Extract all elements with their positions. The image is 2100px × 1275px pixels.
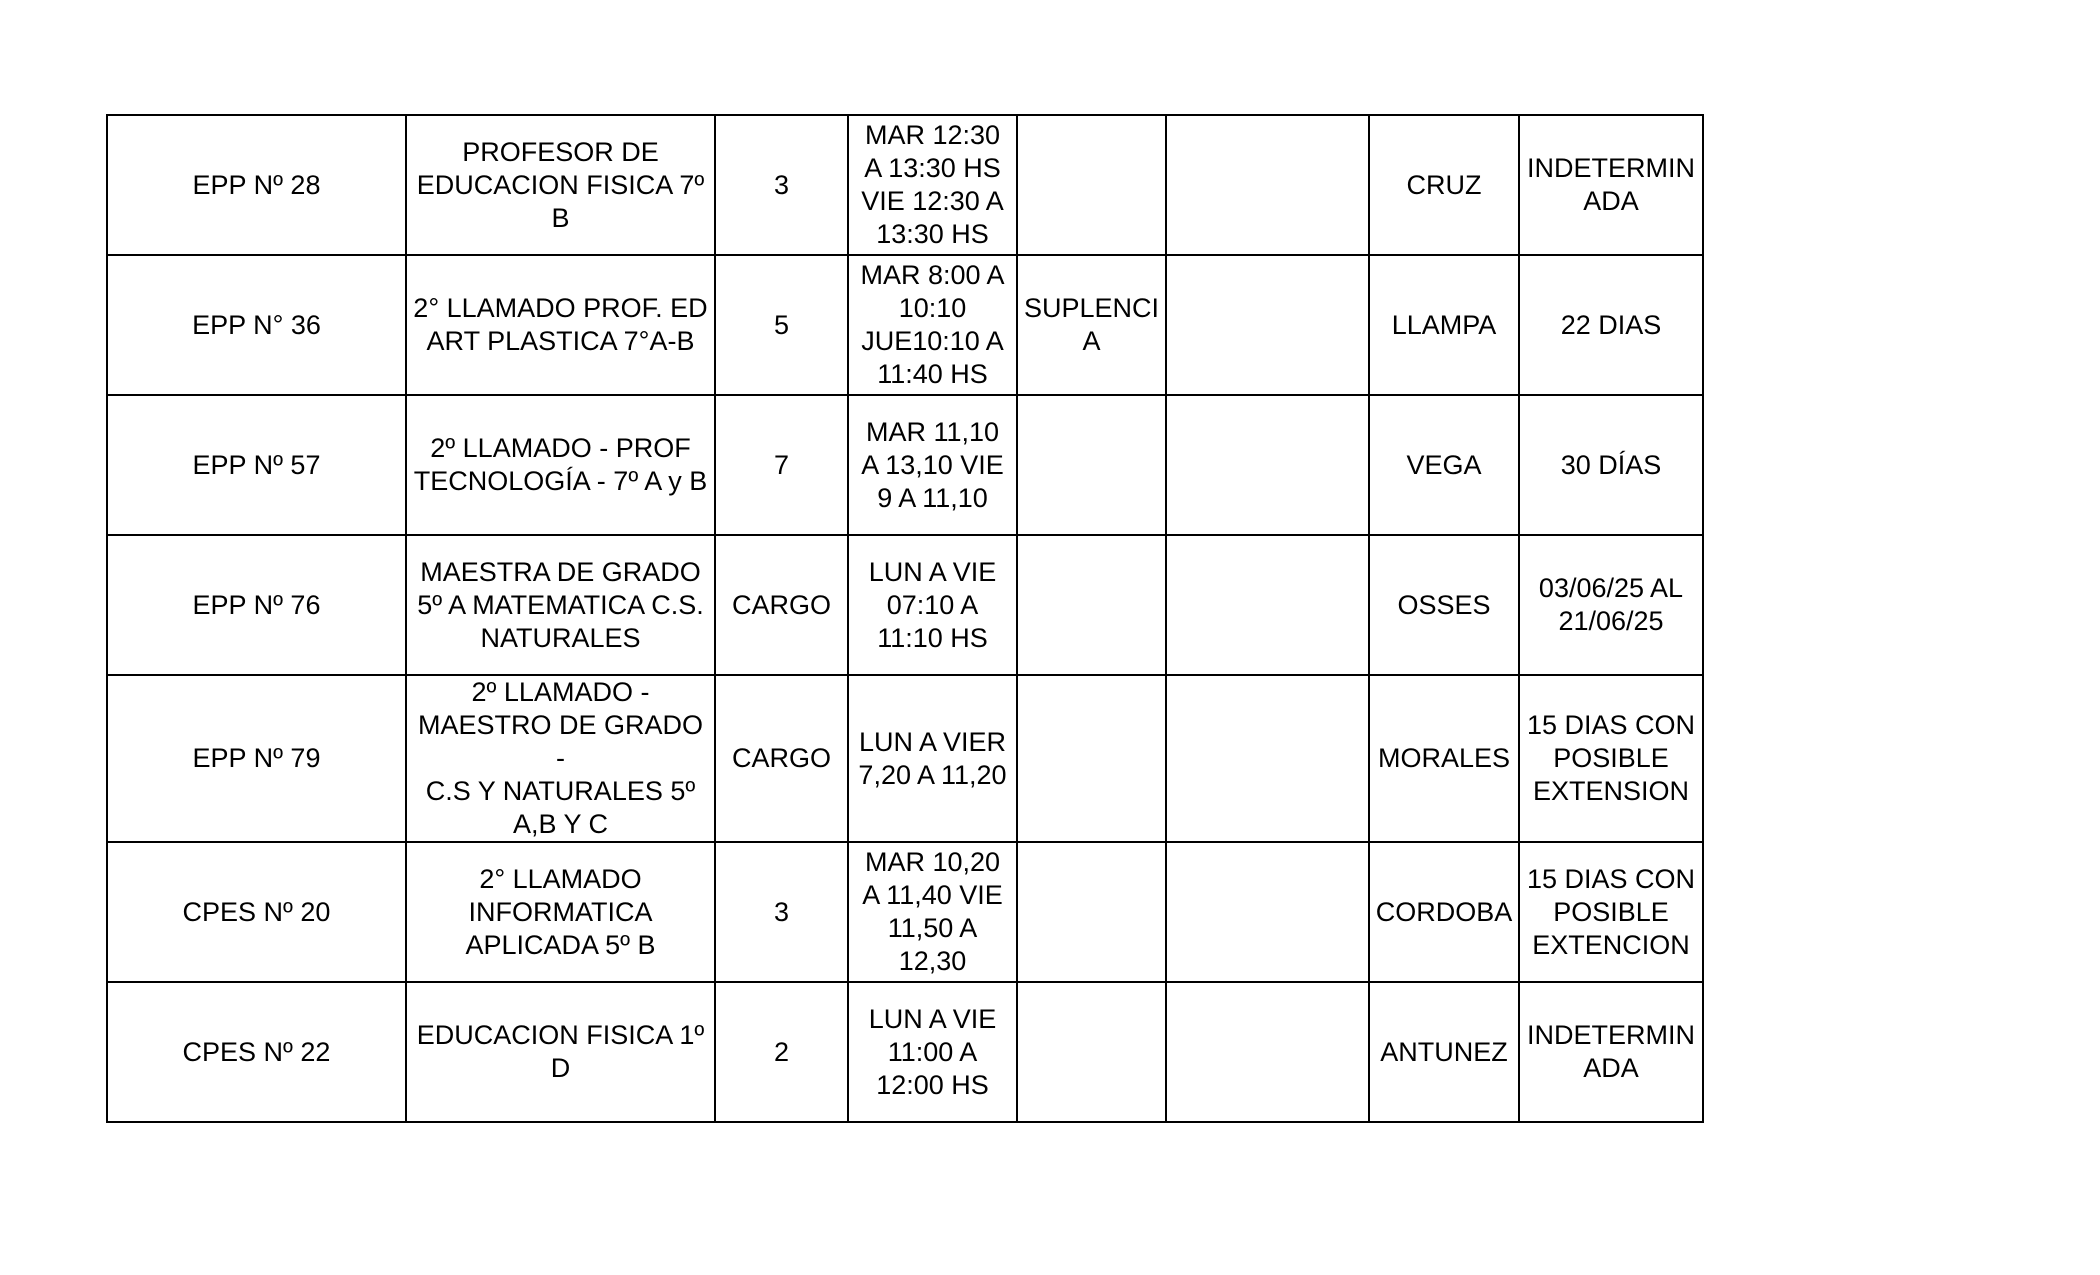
surname-cell: VEGA xyxy=(1369,395,1519,535)
position-cell: 2º LLAMADO - PROF TECNOLOGÍA - 7º A y B xyxy=(406,395,715,535)
extra-cell xyxy=(1166,982,1369,1122)
duration-cell: 03/06/25 AL 21/06/25 xyxy=(1519,535,1703,675)
table-row xyxy=(107,115,1703,255)
school-cell: EPP Nº 57 xyxy=(107,395,406,535)
type-cell xyxy=(1017,982,1166,1122)
duration-cell: 15 DIAS CON POSIBLE EXTENCION xyxy=(1519,842,1703,982)
type-cell xyxy=(1017,842,1166,982)
hours-cell: 3 xyxy=(715,115,848,255)
position-cell: 2º LLAMADO - MAESTRO DE GRADO - C.S Y NATURALES 5º A,B Y C xyxy=(406,675,715,842)
school-cell: EPP N° 36 xyxy=(107,255,406,395)
duration-cell: 30 DÍAS xyxy=(1519,395,1703,535)
schedule-cell: MAR 8:00 A 10:10 JUE10:10 A 11:40 HS xyxy=(848,255,1017,395)
duration-cell: INDETERMIN ADA xyxy=(1519,982,1703,1122)
schedule-cell: LUN A VIE 07:10 A 11:10 HS xyxy=(848,535,1017,675)
hours-cell: CARGO xyxy=(715,535,848,675)
type-cell xyxy=(1017,395,1166,535)
type-cell: SUPLENCI A xyxy=(1017,255,1166,395)
vacancy-table xyxy=(106,114,1704,1123)
school-cell: EPP Nº 79 xyxy=(107,675,406,842)
extra-cell xyxy=(1166,842,1369,982)
position-cell: MAESTRA DE GRADO 5º A MATEMATICA C.S. NATURALES xyxy=(406,535,715,675)
duration-cell: 22 DIAS xyxy=(1519,255,1703,395)
extra-cell xyxy=(1166,115,1369,255)
extra-cell xyxy=(1166,675,1369,842)
school-cell: CPES Nº 20 xyxy=(107,842,406,982)
table-row xyxy=(107,255,1703,395)
extra-cell xyxy=(1166,395,1369,535)
hours-cell: 3 xyxy=(715,842,848,982)
schedule-cell: LUN A VIER 7,20 A 11,20 xyxy=(848,675,1017,842)
duration-cell: 15 DIAS CON POSIBLE EXTENSION xyxy=(1519,675,1703,842)
table-row xyxy=(107,842,1703,982)
hours-cell: CARGO xyxy=(715,675,848,842)
school-cell: CPES Nº 22 xyxy=(107,982,406,1122)
surname-cell: MORALES xyxy=(1369,675,1519,842)
extra-cell xyxy=(1166,255,1369,395)
schedule-cell: MAR 12:30 A 13:30 HS VIE 12:30 A 13:30 HS xyxy=(848,115,1017,255)
type-cell xyxy=(1017,675,1166,842)
hours-cell: 2 xyxy=(715,982,848,1122)
duration-cell: INDETERMIN ADA xyxy=(1519,115,1703,255)
school-cell: EPP Nº 76 xyxy=(107,535,406,675)
schedule-cell: MAR 10,20 A 11,40 VIE 11,50 A 12,30 xyxy=(848,842,1017,982)
hours-cell: 5 xyxy=(715,255,848,395)
position-cell: 2° LLAMADO PROF. ED ART PLASTICA 7°A-B xyxy=(406,255,715,395)
type-cell xyxy=(1017,535,1166,675)
table-row xyxy=(107,535,1703,675)
school-cell: EPP Nº 28 xyxy=(107,115,406,255)
schedule-cell: MAR 11,10 A 13,10 VIE 9 A 11,10 xyxy=(848,395,1017,535)
table-row xyxy=(107,675,1703,842)
hours-cell: 7 xyxy=(715,395,848,535)
extra-cell xyxy=(1166,535,1369,675)
table-row xyxy=(107,395,1703,535)
position-cell: PROFESOR DE EDUCACION FISICA 7º B xyxy=(406,115,715,255)
surname-cell: CORDOBA xyxy=(1369,842,1519,982)
surname-cell: OSSES xyxy=(1369,535,1519,675)
table-row xyxy=(107,982,1703,1122)
schedule-cell: LUN A VIE 11:00 A 12:00 HS xyxy=(848,982,1017,1122)
type-cell xyxy=(1017,115,1166,255)
surname-cell: ANTUNEZ xyxy=(1369,982,1519,1122)
position-cell: 2° LLAMADO INFORMATICA APLICADA 5º B xyxy=(406,842,715,982)
surname-cell: LLAMPA xyxy=(1369,255,1519,395)
position-cell: EDUCACION FISICA 1º D xyxy=(406,982,715,1122)
surname-cell: CRUZ xyxy=(1369,115,1519,255)
